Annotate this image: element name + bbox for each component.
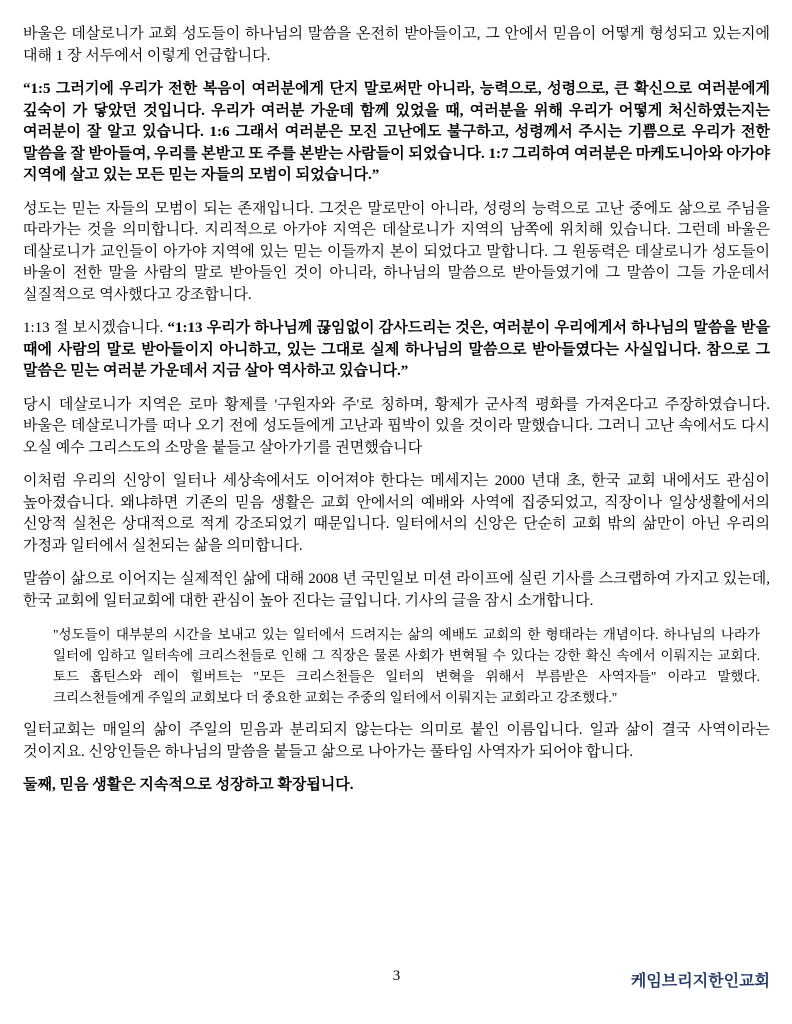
scripture-quote-1thess-1-13: “1:13 우리가 하나님께 끊임없이 감사드리는 것은, 여러분이 우리에게서 하나님의 말씀을 받을 때에 사람의 말로 받아들이지 아니하고, 있는 그대로 실제 하나님의 말씀으로 받아들였다는 사실입니다. 참으로 그 말씀은 믿는 여러분 가운데서 지금 살아 역사하고 있습니다.” [23,320,770,379]
paragraph-commentary-3: 이처럼 우리의 신앙이 일터나 세상속에서도 이어져야 한다는 메세지는 2000 년대 초, 한국 교회 내에서도 관심이 높아졌습니다. 왜냐하면 기존의 믿음 생활은 교회 안에서의 예배와 사역에 집중되었고, 직장이나 일상생활에서의 신앙적 실천은 상대적으로 적게 강조되었기 때문입니다. 일터에서의 신앙은 단순히 교회 밖의 삶만이 아닌 우리의 가정과 일터에서 실천되는 삶을 의미합니다. [23,473,770,554]
paragraph-verse-1-13 [23,318,770,383]
paragraph-commentary-1: 성도는 믿는 자들의 모범이 되는 존재입니다. 그것은 말로만이 아니라, 성령의 능력으로 고난 중에도 삶으로 주님을 따라가는 것을 의미합니다. 지리적으로 아가야 지역은 데살로니가 지역의 남쪽에 위치해 있습니다. 그런데 바울은 데살로니가 교인들이 아가야 지역에 있는 믿는 이들까지 본이 되었다고 말합니다. 그 원동력은 데살로니가 성도들이 바울이 전한 말을 사람의 말로 받아들인 것이 아니라, 하나님의 말씀으로 받아들였기에 그 말씀이 그들 가운데서 실질적으로 역사했다고 강조합니다. [23,200,770,303]
scripture-quote-1thess-1-5-7: “1:5 그러기에 우리가 전한 복음이 여러분에게 단지 말로써만 아니라, 능력으로, 성령으로, 큰 확신으로 여러분에게 깊숙이 가 닿았던 것입니다. 우리가 여러분 가운데 함께 있었을 때, 여러분을 위해 우리가 어떻게 처신하였는지는 여러분이 잘 알고 있습니다. 1:6 그래서 여러분은 모진 고난에도 불구하고, 성령께서 주시는 기쁨으로 우리가 전한 말씀을 잘 받아들여, 우리를 본받고 또 주를 본받는 사람들이 되었습니다. 1:7 그리하여 여러분은 마케도니아와 아가야 지역에 살고 있는 모든 믿는 자들의 모범이 되었습니다.” [23,81,770,183]
paragraph-commentary-5: 일터교회는 매일의 삶이 주일의 믿음과 분리되지 않는다는 의미로 붙인 이름입니다. 일과 삶이 결국 사역이라는 것이지요. 신앙인들은 하나님의 말씀을 붙들고 삶으로 나아가는 풀타임 사역자가 되어야 합니다. [23,722,770,760]
paragraph-intro: 바울은 데살로니가 교회 성도들이 하나님의 말씀을 온전히 받아들이고, 그 안에서 믿음이 어떻게 형성되고 있는지에 대해 1 장 서두에서 이렇게 언급합니다. [23,26,770,64]
verse-lead-text: 1:13 절 보시겠습니다. [23,320,168,336]
paragraph-commentary-4: 말씀이 삶으로 이어지는 실제적인 삶에 대해 2008 년 국민일보 미션 라이프에 실린 기사를 스크랩하여 가지고 있는데, 한국 교회에 일터교회에 대한 관심이 높아 진다는 글입니다. 기사의 글을 잠시 소개합니다. [23,571,770,609]
paragraph-commentary-2: 당시 데살로니가 지역은 로마 황제를 '구원자와 주'로 칭하며, 황제가 군사적 평화를 가져온다고 주장하였습니다. 바울은 데살로니가를 떠나 오기 전에 성도들에게 고난과 핍박이 있을 것이라 말했습니다. 그러니 고난 속에서도 다시 오실 예수 그리스도의 소망을 붙들고 살아가기를 권면했습니다 [23,396,770,456]
document-body [23,24,770,809]
news-article-quote: "성도들이 대부분의 시간을 보내고 있는 일터에서 드려지는 삶의 예배도 교회의 한 형태라는 개념이다. 하나님의 나라가 일터에 임하고 일터속에 크리스천들로 인해 그 직장은 물론 사회가 변혁될 수 있다는 강한 확신 속에서 이뤄지는 교회다. 토드 홉틴스와 레이 힐버트는 "모든 크리스천들은 일터의 변혁을 위해서 부름받은 사역자들" 이라고 말했다. 크리스천들에게 주일의 교회보다 더 중요한 교회는 주중의 일터에서 이뤄지는 교회라고 강조했다." [53,627,760,705]
page-number: 3 [392,968,401,984]
page-footer [23,968,770,992]
heading-second-point: 둘째, 믿음 생활은 지속적으로 성장하고 확장됩니다. [23,777,354,793]
church-name: 케임브리지한인교회 [630,973,770,990]
